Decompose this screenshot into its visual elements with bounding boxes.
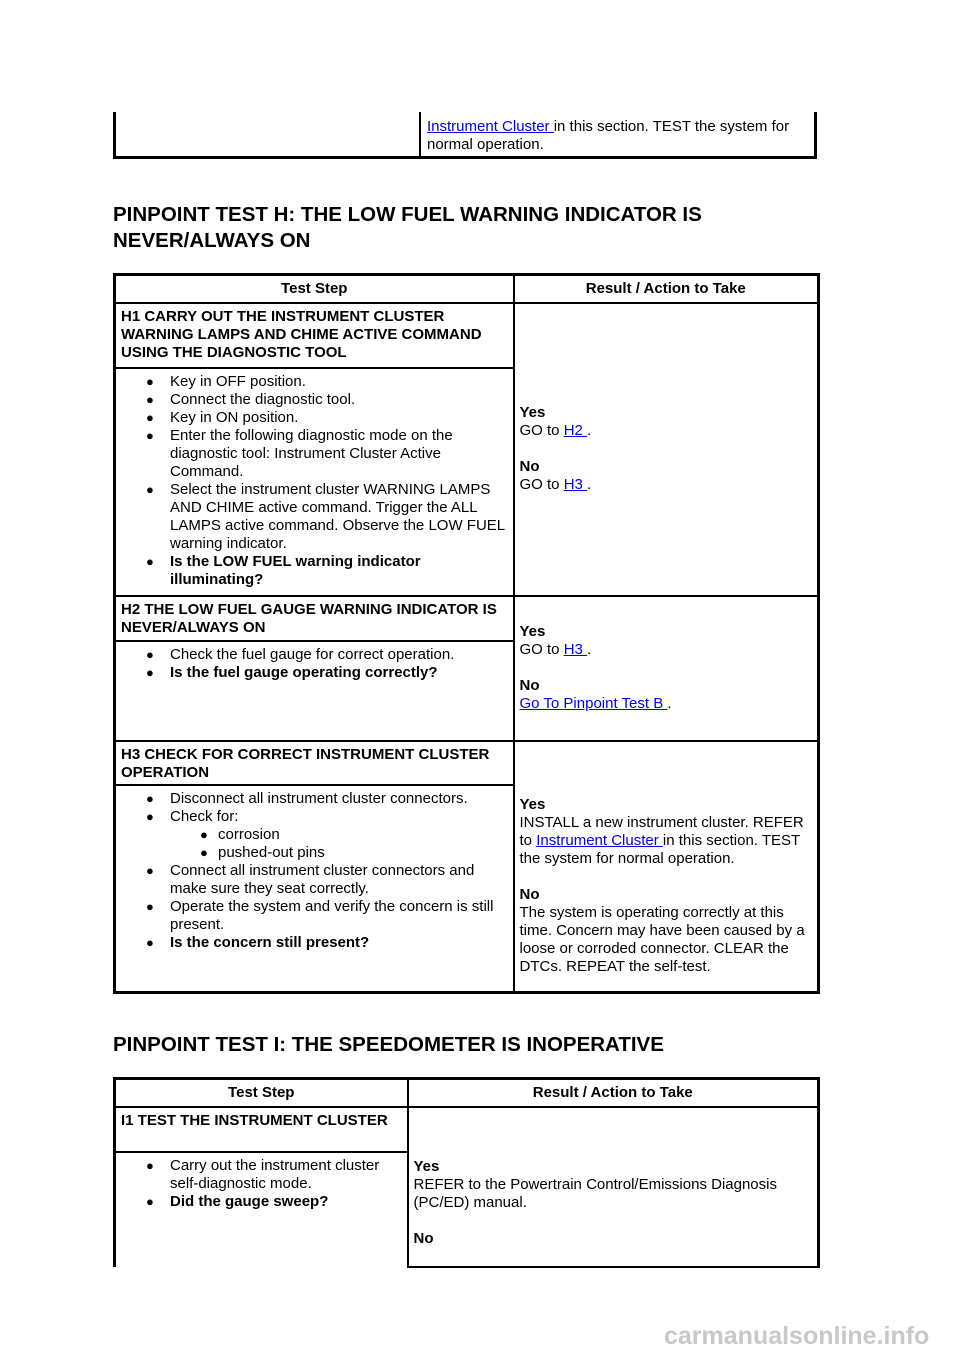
col-result-action: Result / Action to Take	[408, 1079, 819, 1107]
no-label: No	[413, 1229, 434, 1247]
table-header-row	[115, 275, 819, 303]
step-h2-list	[116, 646, 507, 682]
list-item: ● Check the fuel gauge for correct operation.	[146, 646, 507, 664]
list-item: ● Operate the system and verify the concern is still present.	[146, 898, 507, 934]
sub-list-item: ● pushed-out pins	[200, 844, 507, 862]
check-for-label: Check for:	[170, 807, 239, 825]
h3-link[interactable]: H3	[563, 476, 588, 493]
no-prefix: GO to	[519, 476, 564, 493]
column-divider	[419, 112, 421, 156]
yes-action: REFER to the Powertrain Control/Emissions Diagnosis (PC/ED) manual.	[413, 1175, 777, 1211]
test-h-table	[113, 273, 820, 994]
no-action	[520, 476, 814, 494]
question-item: ● Is the fuel gauge operating correctly?	[146, 664, 507, 682]
no-label: No	[519, 458, 540, 475]
step-head-row	[115, 1107, 819, 1152]
sub-list-item: ● corrosion	[200, 826, 507, 844]
yes-label: Yes	[519, 404, 546, 421]
yes-action	[520, 422, 814, 440]
test-i-table	[113, 1077, 820, 1268]
step-h1-list	[116, 373, 507, 589]
no-label: No	[519, 886, 540, 904]
list-item	[146, 808, 507, 862]
yes-text-a: INSTALL a new instrument cluster. REFER to	[519, 814, 804, 850]
step-h2-result	[514, 596, 819, 741]
yes-action	[520, 641, 814, 659]
list-item: ● Connect the diagnostic tool.	[146, 391, 507, 409]
step-i1-body	[115, 1152, 408, 1267]
step-h2-head	[115, 596, 514, 641]
fragment-text: in this section. TEST the system for normal operation.	[427, 118, 790, 153]
step-head-row	[115, 303, 819, 368]
question-item: ● Is the concern still present?	[146, 934, 507, 952]
step-h1-body	[115, 368, 514, 596]
step-i1-head	[115, 1107, 408, 1152]
check-for-sublist	[170, 826, 507, 862]
step-i1-list	[116, 1157, 401, 1211]
col-result-action: Result / Action to Take	[514, 275, 819, 303]
list-item: ● Key in OFF position.	[146, 373, 507, 391]
h2-link[interactable]: H2	[563, 422, 588, 439]
step-h3-body	[115, 785, 514, 993]
instrument-cluster-link[interactable]: Instrument Cluster	[536, 832, 663, 850]
yes-action	[520, 814, 814, 868]
yes-label: Yes	[519, 623, 546, 640]
yes-suffix: .	[587, 422, 592, 439]
list-item: ● Select the instrument cluster WARNING LAMPS AND CHIME active command. Trigger the ALL LAMPS active command. Observe the LOW FUEL warning indicator.	[146, 481, 507, 553]
instrument-cluster-link[interactable]: Instrument Cluster	[427, 118, 554, 135]
step-h1-title: H1 CARRY OUT THE INSTRUMENT CLUSTER WARNING LAMPS AND CHIME ACTIVE COMMAND USING THE DIAGNOSTIC TOOL	[121, 307, 482, 361]
step-head-row	[115, 741, 819, 785]
test-h-title: PINPOINT TEST H: THE LOW FUEL WARNING INDICATOR IS NEVER/ALWAYS ON	[113, 203, 702, 252]
col-test-step: Test Step	[115, 1079, 408, 1107]
step-head-row	[115, 596, 819, 641]
h3-link[interactable]: H3	[563, 641, 588, 658]
list-item: ● Connect all instrument cluster connectors and make sure they seat correctly.	[146, 862, 507, 898]
yes-label: Yes	[519, 796, 546, 814]
list-item: ● Carry out the instrument cluster self-diagnostic mode.	[146, 1157, 401, 1193]
step-h2-body	[115, 641, 514, 741]
no-suffix: .	[587, 476, 592, 493]
step-h3-list	[116, 790, 507, 952]
list-item: ● Disconnect all instrument cluster connectors.	[146, 790, 507, 808]
watermark-text: carmanualsonline.info	[664, 1322, 930, 1350]
step-h1-head	[115, 303, 514, 368]
fragment-cell	[427, 118, 807, 154]
yes-text-b: in this section. TEST the system for normal operation.	[519, 832, 800, 868]
step-i1-title: I1 TEST THE INSTRUMENT CLUSTER	[121, 1111, 388, 1129]
no-action: The system is operating correctly at this time. Concern may have been caused by a loose or corroded connector. CLEAR the DTCs. REPEAT the self-test.	[519, 904, 805, 976]
table-header-row	[115, 1079, 819, 1107]
step-h3-result	[514, 741, 819, 993]
step-h3-title: H3 CHECK FOR CORRECT INSTRUMENT CLUSTER OPERATION	[121, 745, 490, 781]
yes-prefix: GO to	[519, 422, 564, 439]
test-i-title: PINPOINT TEST I: THE SPEEDOMETER IS INOPERATIVE	[113, 1033, 664, 1056]
list-item: ● Enter the following diagnostic mode on the diagnostic tool: Instrument Cluster Active Command.	[146, 427, 507, 481]
col-test-step: Test Step	[115, 275, 514, 303]
question-item: ● Is the LOW FUEL warning indicator illuminating?	[146, 553, 507, 589]
pinpoint-test-b-link[interactable]: Go To Pinpoint Test B	[519, 695, 668, 712]
yes-label: Yes	[413, 1157, 440, 1175]
yes-suffix: .	[587, 641, 592, 658]
list-item: ● Key in ON position.	[146, 409, 507, 427]
step-h3-head	[115, 741, 514, 785]
previous-table-fragment	[113, 112, 817, 159]
no-action	[520, 695, 814, 713]
step-h2-title: H2 THE LOW FUEL GAUGE WARNING INDICATOR IS NEVER/ALWAYS ON	[121, 600, 497, 636]
question-item: ● Did the gauge sweep?	[146, 1193, 401, 1211]
yes-prefix: GO to	[519, 641, 564, 658]
no-label: No	[519, 677, 540, 694]
step-h1-result	[514, 303, 819, 596]
no-suffix: .	[667, 695, 672, 712]
step-i1-result	[408, 1107, 819, 1267]
